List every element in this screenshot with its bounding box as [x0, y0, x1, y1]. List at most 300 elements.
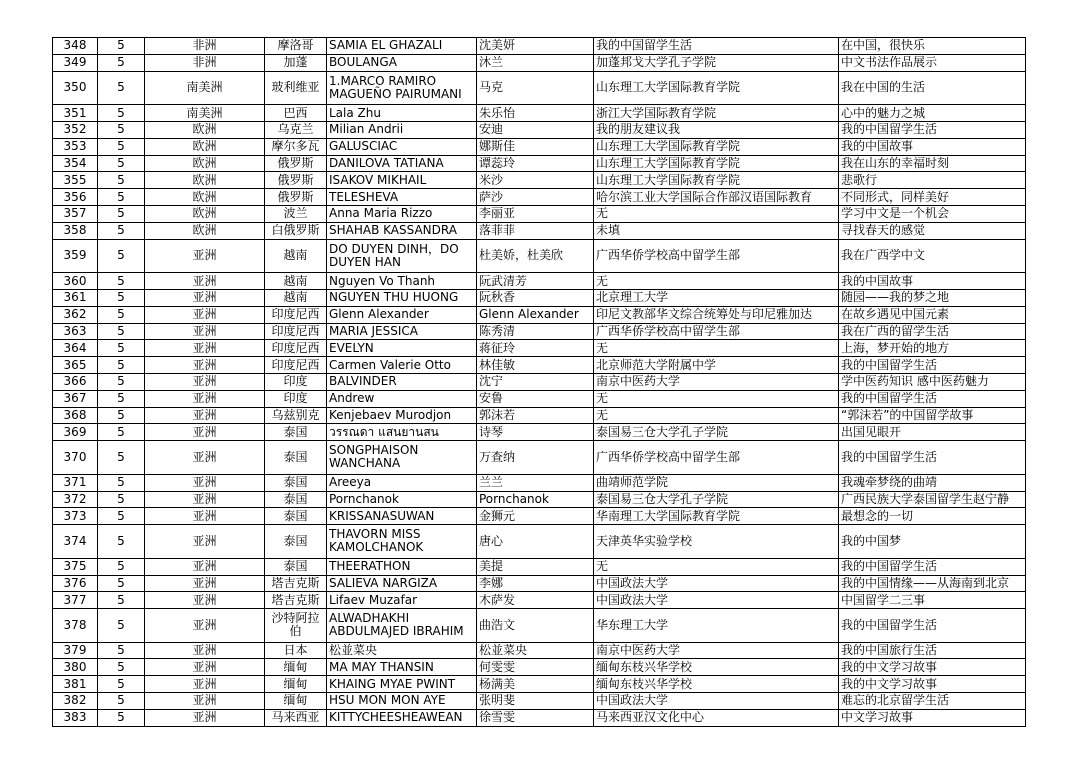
school-cell: 华东理工大学 [594, 609, 839, 643]
school-cell: 无 [594, 558, 839, 575]
name-cell: MARIA JESSICA [327, 323, 477, 340]
entry-number-cell: 351 [53, 105, 98, 122]
entry-number-cell: 375 [53, 558, 98, 575]
continent-cell: 欧洲 [145, 189, 265, 206]
level-cell: 5 [98, 105, 145, 122]
table-row [53, 306, 1026, 323]
school-cell: 缅甸东枝兴华学校 [594, 659, 839, 676]
chinese-name-cell: 杜美娇，杜美欣 [477, 239, 594, 273]
title-cell: 我在广西的留学生活 [839, 323, 1026, 340]
title-cell: 我的中国故事 [839, 273, 1026, 290]
school-cell: 曲靖师范学院 [594, 474, 839, 491]
continent-cell: 亚洲 [145, 340, 265, 357]
level-cell: 5 [98, 357, 145, 374]
country-cell: 泰国 [265, 441, 327, 475]
school-cell: 我的中国留学生活 [594, 38, 839, 55]
country-cell: 印度 [265, 373, 327, 390]
chinese-name-cell: 木萨发 [477, 592, 594, 609]
school-cell: 泰国易三仓大学孔子学院 [594, 491, 839, 508]
entry-number-cell: 377 [53, 592, 98, 609]
entry-number-cell: 368 [53, 407, 98, 424]
title-cell: 我的中国梦 [839, 525, 1026, 559]
level-cell: 5 [98, 323, 145, 340]
chinese-name-cell: 兰兰 [477, 474, 594, 491]
school-cell: 中国政法大学 [594, 575, 839, 592]
continent-cell: 亚洲 [145, 575, 265, 592]
name-cell: BOULANGA [327, 54, 477, 71]
country-cell: 印度尼西 [265, 357, 327, 374]
continent-cell: 亚洲 [145, 709, 265, 726]
school-cell: 浙江大学国际教育学院 [594, 105, 839, 122]
name-cell: DANILOVA TATIANA [327, 155, 477, 172]
title-cell: 我在广西学中文 [839, 239, 1026, 273]
level-cell: 5 [98, 239, 145, 273]
country-cell: 泰国 [265, 491, 327, 508]
continent-cell: 亚洲 [145, 525, 265, 559]
name-cell: SONGPHAISON WANCHANA [327, 441, 477, 475]
name-cell: 松並菜央 [327, 642, 477, 659]
name-cell: TELESHEVA [327, 189, 477, 206]
continent-cell: 亚洲 [145, 357, 265, 374]
entry-number-cell: 359 [53, 239, 98, 273]
continent-cell: 亚洲 [145, 323, 265, 340]
chinese-name-cell: 朱乐怡 [477, 105, 594, 122]
country-cell: 俄罗斯 [265, 155, 327, 172]
entry-number-cell: 374 [53, 525, 98, 559]
level-cell: 5 [98, 491, 145, 508]
country-cell: 俄罗斯 [265, 172, 327, 189]
country-cell: 摩尔多瓦 [265, 138, 327, 155]
country-cell: 印度尼西 [265, 340, 327, 357]
entry-number-cell: 360 [53, 273, 98, 290]
chinese-name-cell: 松並菜央 [477, 642, 594, 659]
title-cell: 我魂牵梦绕的曲靖 [839, 474, 1026, 491]
level-cell: 5 [98, 273, 145, 290]
entry-number-cell: 348 [53, 38, 98, 55]
level-cell: 5 [98, 709, 145, 726]
entry-number-cell: 353 [53, 138, 98, 155]
chinese-name-cell: 沈美妍 [477, 38, 594, 55]
level-cell: 5 [98, 172, 145, 189]
level-cell: 5 [98, 592, 145, 609]
country-cell: 印度尼西 [265, 306, 327, 323]
entry-number-cell: 367 [53, 390, 98, 407]
continent-cell: 亚洲 [145, 609, 265, 643]
continent-cell: 欧洲 [145, 172, 265, 189]
chinese-name-cell: 沈宁 [477, 373, 594, 390]
entry-number-cell: 376 [53, 575, 98, 592]
title-cell: 我的中文学习故事 [839, 659, 1026, 676]
continent-cell: 亚洲 [145, 441, 265, 475]
chinese-name-cell: 唐心 [477, 525, 594, 559]
continent-cell: 亚洲 [145, 491, 265, 508]
table-row [53, 155, 1026, 172]
school-cell: 广西华侨学校高中留学生部 [594, 239, 839, 273]
level-cell: 5 [98, 155, 145, 172]
entry-number-cell: 349 [53, 54, 98, 71]
school-cell: 中国政法大学 [594, 693, 839, 710]
continent-cell: 亚洲 [145, 558, 265, 575]
title-cell: 随园——我的梦之地 [839, 289, 1026, 306]
chinese-name-cell: 阮秋香 [477, 289, 594, 306]
entry-number-cell: 354 [53, 155, 98, 172]
level-cell: 5 [98, 474, 145, 491]
level-cell: 5 [98, 71, 145, 105]
table-row [53, 239, 1026, 273]
name-cell: Milian Andrii [327, 121, 477, 138]
chinese-name-cell: 美提 [477, 558, 594, 575]
name-cell: SAMIA EL GHAZALI [327, 38, 477, 55]
entry-number-cell: 356 [53, 189, 98, 206]
name-cell: Lifaev Muzafar [327, 592, 477, 609]
title-cell: 学习中文是一个机会 [839, 205, 1026, 222]
school-cell: 华南理工大学国际教育学院 [594, 508, 839, 525]
country-cell: 泰国 [265, 508, 327, 525]
entry-number-cell: 373 [53, 508, 98, 525]
school-cell: 加蓬邦戈大学孔子学院 [594, 54, 839, 71]
chinese-name-cell: 阮武清芳 [477, 273, 594, 290]
name-cell: Anna Maria Rizzo [327, 205, 477, 222]
chinese-name-cell: 何雯雯 [477, 659, 594, 676]
title-cell: 学中医药知识 感中医药魅力 [839, 373, 1026, 390]
table-row [53, 693, 1026, 710]
table-row [53, 105, 1026, 122]
school-cell: 天津英华实验学校 [594, 525, 839, 559]
entry-number-cell: 358 [53, 222, 98, 239]
school-cell: 南京中医药大学 [594, 373, 839, 390]
level-cell: 5 [98, 424, 145, 441]
name-cell: EVELYN [327, 340, 477, 357]
title-cell: 中文书法作品展示 [839, 54, 1026, 71]
country-cell: 巴西 [265, 105, 327, 122]
continent-cell: 亚洲 [145, 373, 265, 390]
entry-number-cell: 370 [53, 441, 98, 475]
country-cell: 印度 [265, 390, 327, 407]
chinese-name-cell: 陈秀清 [477, 323, 594, 340]
level-cell: 5 [98, 222, 145, 239]
name-cell: DO DUYEN DINH，DO DUYEN HAN [327, 239, 477, 273]
name-cell: วรรณดา แสนยานสน [327, 424, 477, 441]
name-cell: GALUSCIAC [327, 138, 477, 155]
continent-cell: 亚洲 [145, 474, 265, 491]
school-cell: 北京理工大学 [594, 289, 839, 306]
name-cell: KRISSANASUWAN [327, 508, 477, 525]
chinese-name-cell: 谭蕊玲 [477, 155, 594, 172]
school-cell: 南京中医药大学 [594, 642, 839, 659]
level-cell: 5 [98, 138, 145, 155]
name-cell: Glenn Alexander [327, 306, 477, 323]
level-cell: 5 [98, 340, 145, 357]
continent-cell: 南美洲 [145, 105, 265, 122]
title-cell: 我的中文学习故事 [839, 676, 1026, 693]
country-cell: 越南 [265, 289, 327, 306]
title-cell: 我的中国留学生活 [839, 558, 1026, 575]
table-row [53, 642, 1026, 659]
country-cell: 加蓬 [265, 54, 327, 71]
continent-cell: 亚洲 [145, 407, 265, 424]
country-cell: 塔吉克斯 [265, 592, 327, 609]
level-cell: 5 [98, 38, 145, 55]
title-cell: 悲歌行 [839, 172, 1026, 189]
school-cell: 印尼文教部华文综合统筹处与印尼雅加达 [594, 306, 839, 323]
level-cell: 5 [98, 373, 145, 390]
country-cell: 缅甸 [265, 676, 327, 693]
title-cell: 我的中国情缘——从海南到北京 [839, 575, 1026, 592]
table-row [53, 54, 1026, 71]
name-cell: 1.MARCO RAMIRO MAGUEÑO PAIRUMANI [327, 71, 477, 105]
entry-number-cell: 350 [53, 71, 98, 105]
chinese-name-cell: Pornchanok [477, 491, 594, 508]
country-cell: 日本 [265, 642, 327, 659]
country-cell: 越南 [265, 273, 327, 290]
table-row [53, 373, 1026, 390]
level-cell: 5 [98, 205, 145, 222]
table-row [53, 273, 1026, 290]
level-cell: 5 [98, 693, 145, 710]
name-cell: Carmen Valerie Otto [327, 357, 477, 374]
title-cell: 我的中国留学生活 [839, 609, 1026, 643]
school-cell: 无 [594, 205, 839, 222]
table-row [53, 38, 1026, 55]
level-cell: 5 [98, 575, 145, 592]
continent-cell: 欧洲 [145, 121, 265, 138]
school-cell: 我的朋友建议我 [594, 121, 839, 138]
school-cell: 广西华侨学校高中留学生部 [594, 441, 839, 475]
table-row [53, 709, 1026, 726]
level-cell: 5 [98, 54, 145, 71]
school-cell: 山东理工大学国际教育学院 [594, 138, 839, 155]
continent-cell: 南美洲 [145, 71, 265, 105]
level-cell: 5 [98, 558, 145, 575]
country-cell: 越南 [265, 239, 327, 273]
country-cell: 俄罗斯 [265, 189, 327, 206]
country-cell: 波兰 [265, 205, 327, 222]
table-row [53, 390, 1026, 407]
table-row [53, 491, 1026, 508]
level-cell: 5 [98, 609, 145, 643]
country-cell: 乌兹别克 [265, 407, 327, 424]
continent-cell: 亚洲 [145, 676, 265, 693]
table-row [53, 205, 1026, 222]
entry-number-cell: 357 [53, 205, 98, 222]
continent-cell: 欧洲 [145, 222, 265, 239]
chinese-name-cell: 金狮元 [477, 508, 594, 525]
level-cell: 5 [98, 508, 145, 525]
school-cell: 无 [594, 407, 839, 424]
continent-cell: 亚洲 [145, 424, 265, 441]
entry-number-cell: 383 [53, 709, 98, 726]
level-cell: 5 [98, 642, 145, 659]
entry-number-cell: 382 [53, 693, 98, 710]
name-cell: Lala Zhu [327, 105, 477, 122]
title-cell: 我在山东的幸福时刻 [839, 155, 1026, 172]
school-cell: 山东理工大学国际教育学院 [594, 71, 839, 105]
table-row [53, 575, 1026, 592]
table-row [53, 474, 1026, 491]
chinese-name-cell: 沐兰 [477, 54, 594, 71]
country-cell: 泰国 [265, 558, 327, 575]
chinese-name-cell: 娜斯佳 [477, 138, 594, 155]
chinese-name-cell: 萨沙 [477, 189, 594, 206]
entry-number-cell: 369 [53, 424, 98, 441]
entry-number-cell: 381 [53, 676, 98, 693]
country-cell: 沙特阿拉伯 [265, 609, 327, 643]
continent-cell: 亚洲 [145, 273, 265, 290]
continent-cell: 欧洲 [145, 155, 265, 172]
table-row [53, 609, 1026, 643]
entries-table [52, 37, 1026, 727]
entry-number-cell: 361 [53, 289, 98, 306]
title-cell: 出国见眼开 [839, 424, 1026, 441]
country-cell: 泰国 [265, 424, 327, 441]
school-cell: 广西华侨学校高中留学生部 [594, 323, 839, 340]
title-cell: 我在中国的生活 [839, 71, 1026, 105]
table-row [53, 357, 1026, 374]
school-cell: 缅甸东枝兴华学校 [594, 676, 839, 693]
country-cell: 缅甸 [265, 693, 327, 710]
name-cell: Pornchanok [327, 491, 477, 508]
chinese-name-cell: 诗琴 [477, 424, 594, 441]
name-cell: Areeya [327, 474, 477, 491]
entry-number-cell: 364 [53, 340, 98, 357]
level-cell: 5 [98, 525, 145, 559]
chinese-name-cell: 安迪 [477, 121, 594, 138]
name-cell: ALWADHAKHI ABDULMAJED IBRAHIM [327, 609, 477, 643]
title-cell: 我的中国旅行生活 [839, 642, 1026, 659]
chinese-name-cell: 马克 [477, 71, 594, 105]
chinese-name-cell: 米沙 [477, 172, 594, 189]
country-cell: 马来西亚 [265, 709, 327, 726]
table-row [53, 121, 1026, 138]
table-row [53, 659, 1026, 676]
chinese-name-cell: 林佳敏 [477, 357, 594, 374]
title-cell: 寻找春天的感觉 [839, 222, 1026, 239]
school-cell: 未填 [594, 222, 839, 239]
school-cell: 山东理工大学国际教育学院 [594, 155, 839, 172]
table-row [53, 289, 1026, 306]
level-cell: 5 [98, 121, 145, 138]
country-cell: 乌克兰 [265, 121, 327, 138]
level-cell: 5 [98, 441, 145, 475]
continent-cell: 亚洲 [145, 508, 265, 525]
school-cell: 北京师范大学附属中学 [594, 357, 839, 374]
continent-cell: 亚洲 [145, 659, 265, 676]
table-row [53, 323, 1026, 340]
name-cell: MA MAY THANSIN [327, 659, 477, 676]
title-cell: 我的中国留学生活 [839, 121, 1026, 138]
continent-cell: 亚洲 [145, 306, 265, 323]
country-cell: 塔吉克斯 [265, 575, 327, 592]
table-row [53, 172, 1026, 189]
country-cell: 摩洛哥 [265, 38, 327, 55]
school-cell: 泰国易三仓大学孔子学院 [594, 424, 839, 441]
level-cell: 5 [98, 306, 145, 323]
name-cell: Kenjebaev Murodjon [327, 407, 477, 424]
table-row [53, 71, 1026, 105]
continent-cell: 欧洲 [145, 138, 265, 155]
table-row [53, 340, 1026, 357]
title-cell: 广西民族大学泰国留学生赵宁静 [839, 491, 1026, 508]
level-cell: 5 [98, 189, 145, 206]
continent-cell: 亚洲 [145, 693, 265, 710]
entry-number-cell: 365 [53, 357, 98, 374]
table-row [53, 222, 1026, 239]
title-cell: 中文学习故事 [839, 709, 1026, 726]
continent-cell: 亚洲 [145, 390, 265, 407]
entry-number-cell: 372 [53, 491, 98, 508]
title-cell: 心中的魅力之城 [839, 105, 1026, 122]
continent-cell: 亚洲 [145, 239, 265, 273]
name-cell: HSU MON MON AYE [327, 693, 477, 710]
title-cell: 我的中国留学生活 [839, 441, 1026, 475]
title-cell: 我的中国故事 [839, 138, 1026, 155]
table-row [53, 508, 1026, 525]
country-cell: 泰国 [265, 525, 327, 559]
entry-number-cell: 379 [53, 642, 98, 659]
level-cell: 5 [98, 659, 145, 676]
entry-number-cell: 371 [53, 474, 98, 491]
table-row [53, 407, 1026, 424]
school-cell: 无 [594, 340, 839, 357]
title-cell: 我的中国留学生活 [839, 357, 1026, 374]
name-cell: Nguyen Vo Thanh [327, 273, 477, 290]
table-row [53, 525, 1026, 559]
name-cell: ISAKOV MIKHAIL [327, 172, 477, 189]
chinese-name-cell: 蒋征玲 [477, 340, 594, 357]
chinese-name-cell: Glenn Alexander [477, 306, 594, 323]
country-cell: 缅甸 [265, 659, 327, 676]
name-cell: KHAING MYAE PWINT [327, 676, 477, 693]
school-cell: 无 [594, 273, 839, 290]
name-cell: Andrew [327, 390, 477, 407]
chinese-name-cell: 杨满美 [477, 676, 594, 693]
table-row [53, 592, 1026, 609]
chinese-name-cell: 落菲菲 [477, 222, 594, 239]
table-row [53, 424, 1026, 441]
entry-number-cell: 380 [53, 659, 98, 676]
continent-cell: 亚洲 [145, 592, 265, 609]
name-cell: SALIEVA NARGIZA [327, 575, 477, 592]
school-cell: 哈尔滨工业大学国际合作部汉语国际教育 [594, 189, 839, 206]
entry-number-cell: 355 [53, 172, 98, 189]
level-cell: 5 [98, 676, 145, 693]
table-row [53, 138, 1026, 155]
chinese-name-cell: 李娜 [477, 575, 594, 592]
country-cell: 泰国 [265, 474, 327, 491]
name-cell: KITTYCHEESHEAWEAN [327, 709, 477, 726]
title-cell: 上海，梦开始的地方 [839, 340, 1026, 357]
table-row [53, 189, 1026, 206]
school-cell: 无 [594, 390, 839, 407]
entry-number-cell: 378 [53, 609, 98, 643]
chinese-name-cell: 曲浩文 [477, 609, 594, 643]
name-cell: BALVINDER [327, 373, 477, 390]
title-cell: 在故乡遇见中国元素 [839, 306, 1026, 323]
level-cell: 5 [98, 390, 145, 407]
entry-number-cell: 366 [53, 373, 98, 390]
continent-cell: 亚洲 [145, 289, 265, 306]
school-cell: 山东理工大学国际教育学院 [594, 172, 839, 189]
name-cell: SHAHAB KASSANDRA [327, 222, 477, 239]
table-row [53, 441, 1026, 475]
country-cell: 印度尼西 [265, 323, 327, 340]
title-cell: 中国留学二三事 [839, 592, 1026, 609]
entry-number-cell: 362 [53, 306, 98, 323]
chinese-name-cell: 郭沫若 [477, 407, 594, 424]
chinese-name-cell: 万查纳 [477, 441, 594, 475]
title-cell: 不同形式，同样美好 [839, 189, 1026, 206]
level-cell: 5 [98, 407, 145, 424]
